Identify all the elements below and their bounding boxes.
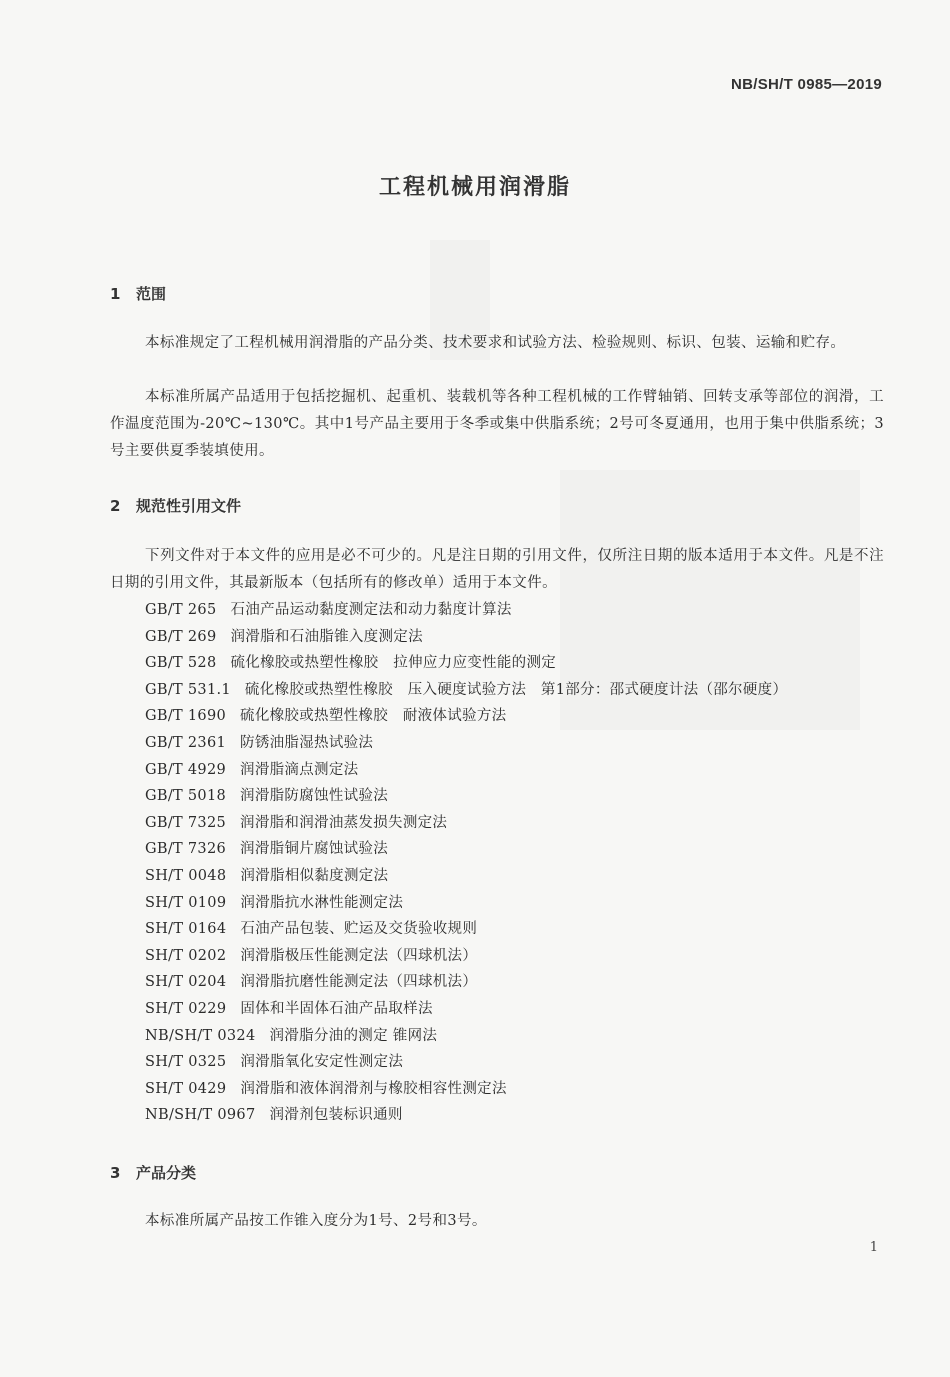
reference-item [145,1023,905,1050]
section-number: 3 [110,1164,121,1182]
section-title: 产品分类 [136,1164,197,1182]
reference-title: 润滑脂铜片腐蚀试验法 [240,841,389,858]
page-number: 1 [869,1240,878,1255]
reference-item [145,624,905,651]
reference-item [145,943,905,970]
section-number: 1 [110,285,121,303]
reference-item [145,1102,905,1129]
standard-code: NB/SH/T 0985—2019 [730,76,882,93]
reference-title: 润滑脂抗磨性能测定法（四球机法） [240,974,478,991]
section-heading-scope [110,283,166,304]
reference-code: GB/T 531.1 [145,681,231,698]
reference-title: 硫化橡胶或热塑性橡胶 拉伸应力应变性能的测定 [230,655,557,672]
scope-paragraph-1: 本标准规定了工程机械用润滑脂的产品分类、技术要求和试验方法、检验规则、标识、包装、运输和贮存。 [145,335,846,351]
references-intro: 下列文件对于本文件的应用是必不可少的。凡是注日期的引用文件，仅所注日期的版本适用于本文件。凡是不注日期的引用文件，其最新版本（包括所有的修改单）适用于本文件。 [110,548,884,591]
reference-item [145,757,905,784]
reference-item [145,969,905,996]
scope-paragraph-2: 本标准所属产品适用于包括挖掘机、起重机、装载机等各种工程机械的工作臂轴销、回转支承等部位的润滑，工作温度范围为-20℃~130℃。其中1号产品主要用于冬季或集中供脂系统；2号可冬夏通用，也用于集中供脂系统；3号主要供夏季装填使用。 [110,389,884,459]
reference-code: SH/T 0204 [145,974,227,991]
reference-code: SH/T 0202 [145,947,227,964]
reference-title: 石油产品运动黏度测定法和动力黏度计算法 [230,602,512,618]
reference-item [145,1076,905,1103]
reference-item [145,890,905,917]
reference-code: GB/T 269 [145,628,217,645]
reference-title: 石油产品包装、贮运及交货验收规则 [240,921,478,938]
reference-item [145,996,905,1023]
reference-code: SH/T 0109 [145,894,227,911]
reference-item [145,703,905,730]
reference-code: SH/T 0429 [145,1080,227,1097]
reference-code: GB/T 265 [145,602,217,618]
reference-title: 润滑脂滴点测定法 [240,761,359,778]
reference-code: SH/T 0048 [145,867,227,884]
section-title: 范围 [136,285,167,303]
reference-code: GB/T 2361 [145,734,227,751]
reference-item [145,916,905,943]
reference-title: 固体和半固体石油产品取样法 [240,1000,433,1017]
reference-item [145,650,905,677]
reference-code: GB/T 7325 [145,814,227,831]
reference-code: SH/T 0164 [145,921,227,938]
reference-title: 润滑脂氧化安定性测定法 [240,1054,404,1071]
reference-title: 润滑脂极压性能测定法（四球机法） [240,947,478,964]
reference-item [145,1049,905,1076]
reference-title: 润滑脂和液体润滑剂与橡胶相容性测定法 [240,1080,507,1097]
reference-item [145,810,905,837]
reference-code: GB/T 528 [145,655,217,672]
section-number: 2 [110,497,121,515]
reference-title: 硫化橡胶或热塑性橡胶 压入硬度试验方法 第1部分：邵式硬度计法（邵尔硬度） [244,681,788,698]
document-title: 工程机械用润滑脂 [378,175,571,200]
reference-item [145,677,905,704]
reference-title: 润滑脂和润滑油蒸发损失测定法 [240,814,448,831]
reference-item [145,783,905,810]
reference-code: GB/T 5018 [145,788,227,805]
reference-title: 润滑脂分油的测定 锥网法 [269,1027,438,1044]
reference-item [145,597,905,624]
reference-title: 润滑剂包装标识通则 [269,1107,403,1124]
reference-code: GB/T 7326 [145,841,227,858]
reference-title: 硫化橡胶或热塑性橡胶 耐液体试验方法 [240,708,507,725]
reference-title: 防锈油脂湿热试验法 [240,734,374,751]
reference-code: NB/SH/T 0967 [145,1107,256,1124]
section-title: 规范性引用文件 [136,497,242,515]
reference-title: 润滑脂相似黏度测定法 [240,867,389,884]
reference-item [145,730,905,757]
section-heading-references [110,495,241,516]
reference-code: GB/T 1690 [145,708,227,725]
reference-code: NB/SH/T 0324 [145,1027,256,1044]
reference-title: 润滑脂抗水淋性能测定法 [240,894,404,911]
reference-item [145,836,905,863]
reference-item [145,863,905,890]
reference-title: 润滑脂和石油脂锥入度测定法 [230,628,423,645]
reference-code: GB/T 4929 [145,761,227,778]
reference-code: SH/T 0229 [145,1000,227,1017]
reference-title: 润滑脂防腐蚀性试验法 [240,788,389,805]
reference-code: SH/T 0325 [145,1054,227,1071]
classification-paragraph: 本标准所属产品按工作锥入度分为1号、2号和3号。 [145,1213,487,1229]
section-heading-classification [110,1162,196,1183]
reference-list [145,597,905,1129]
